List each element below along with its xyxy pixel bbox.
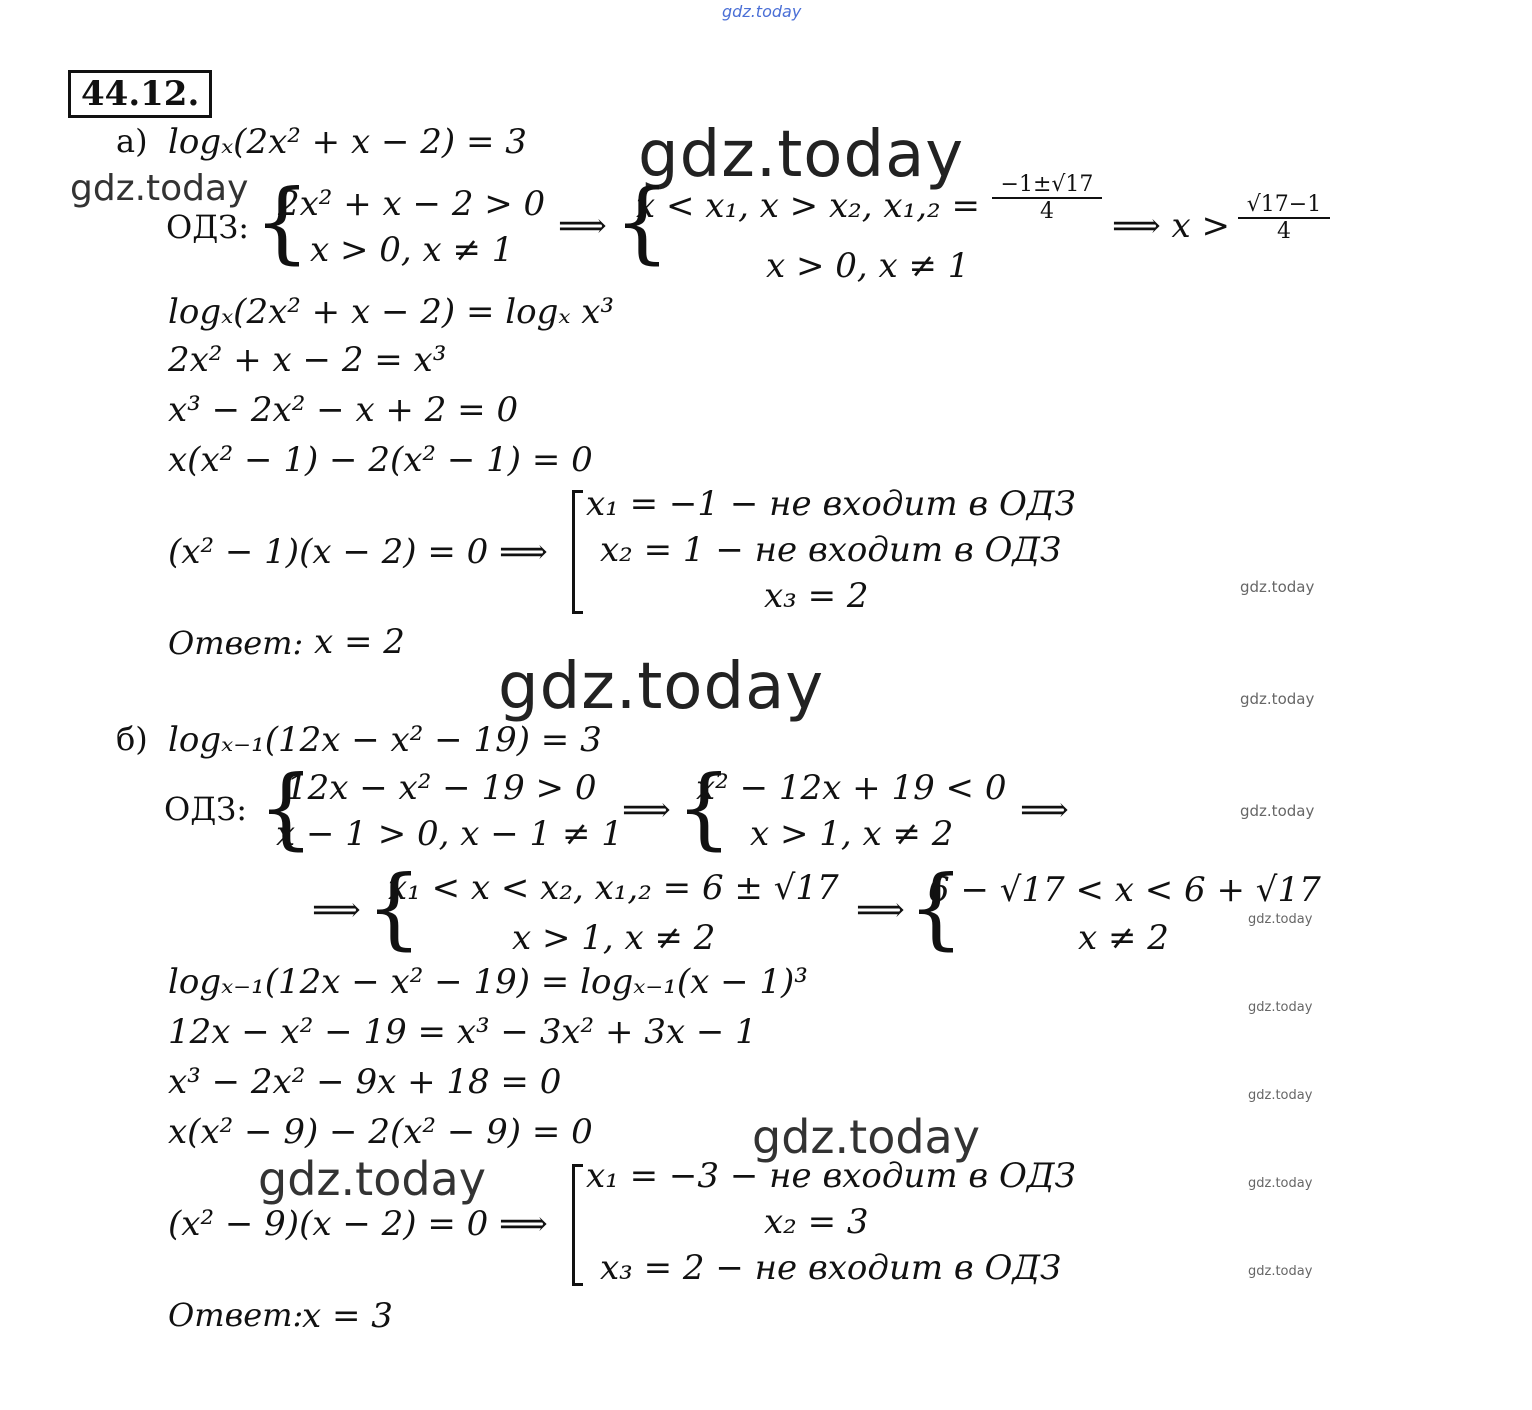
fraction-denominator: 4 bbox=[1040, 199, 1054, 224]
part-a-step-2: 2x² + x − 2 = x³ bbox=[168, 340, 447, 380]
brace-icon: { bbox=[258, 756, 314, 859]
watermark-small-2: gdz.today bbox=[1240, 690, 1315, 708]
part-a-odz-label: ОДЗ: bbox=[166, 208, 249, 246]
watermark-small-1: gdz.today bbox=[1240, 578, 1315, 596]
part-a-fraction-roots bbox=[992, 172, 1102, 224]
brace-icon: { bbox=[676, 756, 732, 859]
brace-icon: { bbox=[366, 856, 422, 959]
part-b-step-4: x(x² − 9) − 2(x² − 9) = 0 bbox=[168, 1112, 593, 1152]
part-b-odz3-line1: x₁ < x < x₂, x₁,₂ = 6 ± √17 bbox=[388, 868, 839, 908]
implies-arrow: ⟹ bbox=[312, 890, 361, 930]
part-a-equation: logₓ(2x² + x − 2) = 3 bbox=[168, 122, 527, 162]
part-b-label: б) bbox=[116, 720, 148, 758]
part-a-fraction-result bbox=[1238, 192, 1330, 244]
part-b-odz1-line2: x − 1 > 0, x − 1 ≠ 1 bbox=[276, 814, 623, 854]
part-b-root-2: x₂ = 3 bbox=[764, 1202, 869, 1242]
part-a-answer-value: x = 2 bbox=[314, 622, 405, 662]
watermark-small-5: gdz.today bbox=[1248, 1000, 1313, 1015]
part-b-answer-word: Ответ: bbox=[168, 1296, 304, 1334]
watermark-small-3: gdz.today bbox=[1240, 802, 1315, 820]
part-a-result-prefix: ⟹ x > bbox=[1112, 206, 1231, 246]
brace-icon: { bbox=[254, 170, 310, 273]
part-b-root-3: x₃ = 2 − не входит в ОДЗ bbox=[600, 1248, 1062, 1288]
fraction-denominator: 4 bbox=[1277, 219, 1291, 244]
part-a-odz2-line1: x < x₁, x > x₂, x₁,₂ = bbox=[636, 186, 980, 226]
part-a-factored: (x² − 1)(x − 2) = 0 ⟹ bbox=[168, 532, 548, 572]
part-a-step-3: x³ − 2x² − x + 2 = 0 bbox=[168, 390, 519, 430]
fraction-numerator: √17−1 bbox=[1238, 192, 1330, 219]
part-a-root-3: x₃ = 2 bbox=[764, 576, 869, 616]
bracket-icon bbox=[572, 1164, 583, 1286]
part-b-odz2-line1: x² − 12x + 19 < 0 bbox=[696, 768, 1007, 808]
part-a-answer-word: Ответ: bbox=[168, 624, 304, 662]
part-a-odz1-line2: x > 0, x ≠ 1 bbox=[310, 230, 514, 270]
fraction-numerator: −1±√17 bbox=[992, 172, 1102, 199]
watermark-small-4: gdz.today bbox=[1248, 912, 1313, 927]
part-b-equation: logₓ₋₁(12x − x² − 19) = 3 bbox=[168, 720, 602, 760]
part-a-label: а) bbox=[116, 122, 148, 160]
watermark-small-7: gdz.today bbox=[1248, 1176, 1313, 1191]
watermark-mid-2: gdz.today bbox=[752, 1110, 980, 1164]
part-b-odz3-line2: x > 1, x ≠ 2 bbox=[512, 918, 716, 958]
part-b-factored: (x² − 9)(x − 2) = 0 ⟹ bbox=[168, 1204, 548, 1244]
watermark-big-1: gdz.today bbox=[638, 118, 965, 192]
part-b-step-1: logₓ₋₁(12x − x² − 19) = logₓ₋₁(x − 1)³ bbox=[168, 962, 808, 1002]
watermark-mid-1: gdz.today bbox=[70, 168, 249, 209]
implies-arrow: ⟹ bbox=[558, 206, 607, 246]
part-b-odz2-line2: x > 1, x ≠ 2 bbox=[750, 814, 954, 854]
part-a-root-1: x₁ = −1 − не входит в ОДЗ bbox=[586, 484, 1076, 524]
part-a-odz2-line2: x > 0, x ≠ 1 bbox=[766, 246, 970, 286]
part-b-odz1-line1: 12x − x² − 19 > 0 bbox=[286, 768, 597, 808]
part-b-odz4-line2: x ≠ 2 bbox=[1078, 918, 1169, 958]
part-a-odz1-line1: 2x² + x − 2 > 0 bbox=[278, 184, 546, 224]
watermark-big-2: gdz.today bbox=[498, 650, 825, 724]
part-b-step-3: x³ − 2x² − 9x + 18 = 0 bbox=[168, 1062, 562, 1102]
part-b-odz4-line1: 6 − √17 < x < 6 + √17 bbox=[928, 870, 1321, 910]
part-b-odz-label: ОДЗ: bbox=[164, 790, 247, 828]
watermark-top: gdz.today bbox=[722, 2, 802, 21]
brace-icon: { bbox=[908, 856, 964, 959]
bracket-icon bbox=[572, 490, 583, 614]
implies-arrow: ⟹ bbox=[856, 890, 905, 930]
watermark-small-6: gdz.today bbox=[1248, 1088, 1313, 1103]
implies-arrow: ⟹ bbox=[1020, 790, 1069, 830]
watermark-small-8: gdz.today bbox=[1248, 1264, 1313, 1279]
brace-icon: { bbox=[614, 170, 670, 273]
part-b-root-1: x₁ = −3 − не входит в ОДЗ bbox=[586, 1156, 1076, 1196]
implies-arrow: ⟹ bbox=[622, 790, 671, 830]
watermark-mid-3: gdz.today bbox=[258, 1152, 486, 1206]
task-number: 44.12. bbox=[68, 70, 212, 118]
part-a-step-4: x(x² − 1) − 2(x² − 1) = 0 bbox=[168, 440, 593, 480]
part-a-step-1: logₓ(2x² + x − 2) = logₓ x³ bbox=[168, 292, 615, 332]
part-b-answer-value: x = 3 bbox=[302, 1296, 393, 1336]
part-a-root-2: x₂ = 1 − не входит в ОДЗ bbox=[600, 530, 1062, 570]
part-b-step-2: 12x − x² − 19 = x³ − 3x² + 3x − 1 bbox=[168, 1012, 757, 1052]
